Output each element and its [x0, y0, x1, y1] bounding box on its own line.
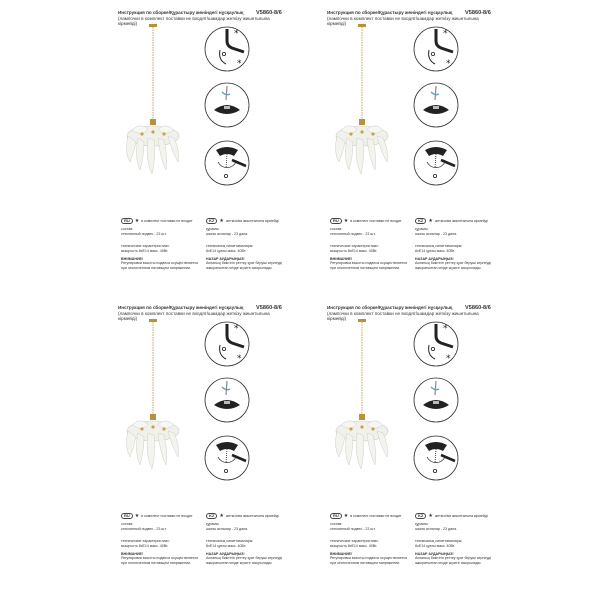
warning-line: Аспаның биіктігін реттеу қуат берушi кернеудi [415, 261, 492, 266]
warning-title: ВНИМАНИЕ! [330, 257, 353, 262]
specs-value: 8xE14 қуаты макс. 40Вт. [206, 543, 247, 548]
no-bulbs-text: жеткізілім жиынтығына кірмейді [434, 514, 488, 518]
model-number: V5860-8/6 [256, 305, 282, 311]
star-icon: ★ [343, 218, 349, 224]
pendants-text: шыны аспалар - 23 дана. [415, 231, 458, 236]
specs-title: техникалық сипаттамалары: [415, 244, 463, 249]
svg-text:*: * [234, 324, 239, 334]
pendants-text: стеклянный подвес - 23 шт. [330, 526, 376, 531]
step-2-diagram [204, 82, 250, 128]
warning-title: ВНИМАНИЕ! [121, 552, 144, 557]
no-bulbs-text: в комплект поставки не входит [141, 219, 193, 223]
model-number: V5860-8/6 [465, 305, 491, 311]
model-number: V5860-8/6 [465, 10, 491, 16]
specs-value: мощность 8xE14 макс. 40Вт. [121, 248, 169, 253]
star-icon: ★ [343, 513, 349, 519]
svg-text:*: * [234, 29, 239, 39]
step-2-diagram [413, 377, 459, 423]
no-bulbs-text: жеткізілім жиынтығына кірмейді [225, 219, 279, 223]
step-3-diagram [204, 140, 250, 186]
chandelier-illustration [118, 24, 188, 199]
pendants-text: стеклянный подвес - 23 шт. [121, 231, 167, 236]
header-title: Инструкция по сборке/Құрастыру жөніндегі нұсқаулық [327, 10, 453, 15]
pendants-text: шыны аспалар - 23 дана. [206, 526, 249, 531]
header-title: Инструкция по сборке/Құрастыру жөніндегі нұсқаулық [118, 305, 244, 310]
warning-line: Регулировка высоты подвеса осуществляется [121, 556, 199, 561]
warning-title: НАЗАР АУДАРЫҢЫЗ! [415, 257, 454, 262]
star-icon: ★ [428, 513, 433, 519]
instruction-block [327, 305, 587, 590]
no-bulbs-text: в комплект поставки не входит [141, 514, 193, 518]
warning-title: НАЗАР АУДАРЫҢЫЗ! [206, 257, 245, 262]
composition-label: құрамы: [415, 522, 429, 527]
warning-line: Регулировка высоты подвеса осуществляется [121, 261, 199, 266]
svg-text:*: * [237, 354, 242, 364]
composition-label: құрамы: [415, 227, 429, 232]
ru-badge: RU [330, 218, 342, 224]
chandelier-illustration [118, 319, 188, 494]
header-title: Инструкция по сборке/Құрастыру жөніндегі нұсқаулық [327, 305, 453, 310]
specs-title: технические характеристики: [121, 244, 170, 249]
svg-text:*: * [446, 354, 451, 364]
warning-line: Аспаның биіктігін реттеу қуат берушi кернеудi [206, 261, 283, 266]
ru-badge: RU [121, 218, 133, 224]
specs-value: 8xE14 қуаты макс. 40Вт. [415, 248, 456, 253]
warning-line: Регулировка высоты подвеса осуществляется [330, 556, 408, 561]
step-3-diagram [204, 435, 250, 481]
warning-line: при отключенном питающем напряжении. [121, 560, 192, 565]
header-subtitle: (лампочки в комплект поставки не входят/шамдар жеткізу жиынтығына кірмейді) [327, 310, 479, 322]
composition-label: состав: [121, 227, 134, 232]
warning-line: ажыратылған кезде жүзеге асырылады. [415, 560, 482, 565]
ru-badge: RU [121, 513, 133, 519]
legend-ru [330, 513, 410, 565]
composition-label: құрамы: [206, 522, 220, 527]
composition-label: состав: [121, 522, 134, 527]
specs-value: мощность 8xE14 макс. 40Вт. [330, 248, 378, 253]
specs-value: 8xE14 қуаты макс. 40Вт. [415, 543, 456, 548]
step-1-diagram [413, 321, 459, 367]
header-title: Инструкция по сборке/Құрастыру жөніндегі нұсқаулық [118, 10, 244, 15]
star-icon: ★ [134, 218, 140, 224]
specs-value: мощность 8xE14 макс. 40Вт. [330, 543, 378, 548]
no-bulbs-text: жеткізілім жиынтығына кірмейді [434, 219, 488, 223]
step-2-diagram [204, 377, 250, 423]
star-icon: ★ [134, 513, 140, 519]
step-2-diagram [413, 82, 459, 128]
warning-line: ажыратылған кезде жүзеге асырылады. [415, 265, 482, 270]
step-3-diagram [413, 435, 459, 481]
warning-line: Регулировка высоты подвеса осуществляется [330, 261, 408, 266]
warning-line: Аспаның биіктігін реттеу қуат берушi кернеудi [206, 556, 283, 561]
warning-line: ажыратылған кезде жүзеге асырылады. [206, 265, 273, 270]
model-number: V5860-8/6 [256, 10, 282, 16]
pendants-text: стеклянный подвес - 23 шт. [121, 526, 167, 531]
composition-label: состав: [330, 522, 343, 527]
legend-kz [415, 218, 505, 270]
specs-title: техникалық сипаттамалары: [415, 539, 463, 544]
specs-title: техникалық сипаттамалары: [206, 539, 254, 544]
svg-text:*: * [237, 59, 242, 69]
legend-kz [206, 513, 296, 565]
specs-value: 8xE14 қуаты макс. 40Вт. [206, 248, 247, 253]
warning-line: при отключенном питающем напряжении. [330, 560, 401, 565]
step-1-diagram [204, 26, 250, 72]
header-subtitle: (лампочки в комплект поставки не входят/шамдар жеткізу жиынтығына кірмейді) [118, 310, 270, 322]
instruction-block [327, 10, 587, 295]
warning-title: НАЗАР АУДАРЫҢЫЗ! [206, 552, 245, 557]
pendants-text: шыны аспалар - 23 дана. [415, 526, 458, 531]
step-1-diagram [204, 321, 250, 367]
specs-title: технические характеристики: [330, 539, 379, 544]
warning-title: НАЗАР АУДАРЫҢЫЗ! [415, 552, 454, 557]
specs-title: технические характеристики: [121, 539, 170, 544]
no-bulbs-text: жеткізілім жиынтығына кірмейді [225, 514, 279, 518]
header-subtitle: (лампочки в комплект поставки не входят/шамдар жеткізу жиынтығына кірмейді) [327, 15, 479, 27]
no-bulbs-text: в комплект поставки не входит [350, 219, 402, 223]
star-icon: ★ [219, 218, 224, 224]
star-icon: ★ [219, 513, 224, 519]
star-icon: ★ [428, 218, 433, 224]
chandelier-illustration [327, 24, 397, 199]
chandelier-illustration [327, 319, 397, 494]
composition-label: состав: [330, 227, 343, 232]
legend-ru [121, 513, 201, 565]
warning-title: ВНИМАНИЕ! [330, 552, 353, 557]
kz-badge: KZ [206, 513, 217, 519]
warning-line: ажыратылған кезде жүзеге асырылады. [206, 560, 273, 565]
legend-ru [121, 218, 201, 270]
svg-text:*: * [443, 29, 448, 39]
kz-badge: KZ [206, 218, 217, 224]
warning-line: Аспаның биіктігін реттеу қуат берушi кернеудi [415, 556, 492, 561]
specs-value: мощность 8xE14 макс. 40Вт. [121, 543, 169, 548]
warning-line: при отключенном питающем напряжении. [121, 265, 192, 270]
svg-text:*: * [443, 324, 448, 334]
legend-ru [330, 218, 410, 270]
legend-kz [415, 513, 505, 565]
pendants-text: стеклянный подвес - 23 шт. [330, 231, 376, 236]
specs-title: техникалық сипаттамалары: [206, 244, 254, 249]
kz-badge: KZ [415, 218, 426, 224]
no-bulbs-text: в комплект поставки не входит [350, 514, 402, 518]
step-3-diagram [413, 140, 459, 186]
warning-title: ВНИМАНИЕ! [121, 257, 144, 262]
pendants-text: шыны аспалар - 23 дана. [206, 231, 249, 236]
kz-badge: KZ [415, 513, 426, 519]
legend-kz [206, 218, 296, 270]
composition-label: құрамы: [206, 227, 220, 232]
warning-line: при отключенном питающем напряжении. [330, 265, 401, 270]
step-1-diagram [413, 26, 459, 72]
svg-text:*: * [446, 59, 451, 69]
header-subtitle: (лампочки в комплект поставки не входят/шамдар жеткізу жиынтығына кірмейді) [118, 15, 270, 27]
specs-title: технические характеристики: [330, 244, 379, 249]
ru-badge: RU [330, 513, 342, 519]
